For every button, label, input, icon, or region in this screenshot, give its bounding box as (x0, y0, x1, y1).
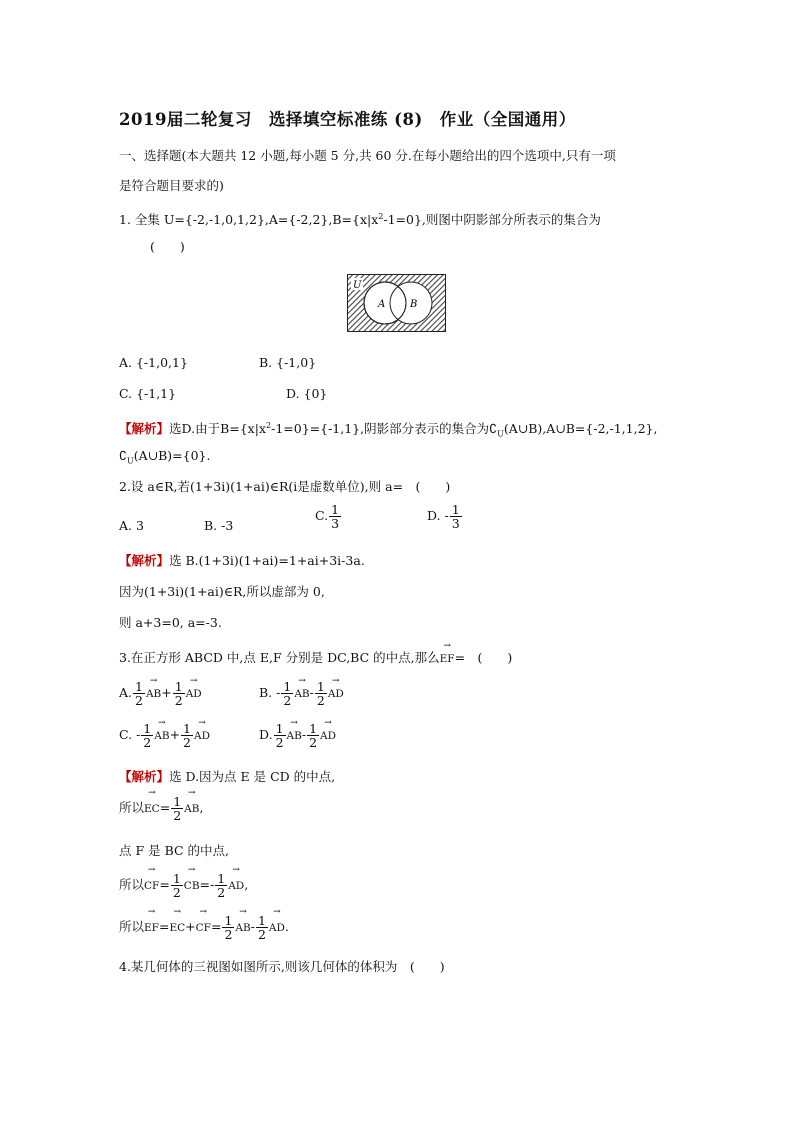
vector-ad: → AD (320, 718, 337, 742)
vector-ad: → AD (185, 676, 202, 700)
q2-option-a[interactable]: A. 3 (119, 518, 144, 533)
fraction: $\frac{1}{3}$ (451, 502, 460, 531)
vector-ec: → EC (144, 788, 160, 815)
vector-ad: → AD (228, 865, 245, 892)
vector-ab: → AB (286, 718, 302, 742)
q2-solution-line-3: 则 a+3=0, a=-3. (119, 615, 222, 630)
vector-ab: → AB (154, 718, 170, 742)
q3-solution-line-2: 所以 → EC= $\frac{1}{2}$ → AB, (119, 788, 204, 823)
fraction: $\frac{1}{2}$ (143, 721, 152, 750)
q4-stem: 4.某几何体的三视图如图所示,则该几何体的体积为 ( ) (119, 959, 445, 974)
q1-option-a[interactable]: A. {-1,0,1} (119, 355, 188, 370)
q3-option-d[interactable]: D. $\frac{1}{2}$ → AB- $\frac{1}{2}$ → AD (259, 718, 337, 750)
q2-solution-line-2: 因为(1+3i)(1+ai)∈R,所以虚部为 0, (119, 584, 325, 599)
q3-solution-line-5: 所以 → EF= → EC+ → CF= $\frac{1}{2}$ → AB- $\frac{1}{2}$ → AD. (119, 907, 289, 942)
fraction: $\frac{1}{2}$ (173, 794, 182, 823)
q2-option-c[interactable]: C. $\frac{1}{3}$ (315, 502, 340, 531)
q2-option-d[interactable]: D. - $\frac{1}{3}$ (427, 502, 460, 531)
vector-cb: → CB (183, 865, 200, 892)
fraction: $\frac{1}{2}$ (174, 679, 183, 708)
vector-ab: → AB (145, 676, 162, 700)
fraction: $\frac{1}{2}$ (283, 679, 292, 708)
vector-cf: → CF (144, 865, 160, 892)
fraction: $\frac{1}{2}$ (224, 913, 233, 942)
q1-option-b[interactable]: B. {-1,0} (259, 355, 317, 370)
fraction: $\frac{1}{2}$ (309, 721, 318, 750)
q1-answer-paren: ( ) (150, 239, 185, 254)
fraction: $\frac{1}{2}$ (183, 721, 191, 750)
fraction: $\frac{1}{2}$ (135, 679, 143, 708)
vector-cf: → CF (195, 907, 211, 934)
venn-diagram (347, 274, 447, 334)
vector-ad: → AD (268, 907, 285, 934)
fraction: $\frac{1}{2}$ (316, 679, 325, 708)
vector-ef: → EF (439, 641, 455, 665)
fraction: $\frac{1}{3}$ (331, 502, 340, 531)
fraction: $\frac{1}{2}$ (257, 913, 266, 942)
q3-option-b[interactable]: B. - $\frac{1}{2}$ → AB- $\frac{1}{2}$ → AD (259, 676, 344, 708)
vector-ab: → AB (235, 907, 251, 934)
q1-stem: 1. 全集 $U=\{-2,-1,0,1,2\},A=\{-2,2\},B=\{x|x^2-1=0\}$,则图中阴影部分所表示的集合为 (119, 212, 601, 228)
q2-solution-line-1: 【解析】选 B.(1+3i)(1+ai)=1+ai+3i-3a. (119, 553, 365, 568)
vector-ab: → AB (184, 788, 200, 815)
q1-option-c[interactable]: C. {-1,1} (119, 386, 177, 401)
vector-ab: → AB (294, 676, 310, 700)
fraction: $\frac{1}{2}$ (275, 721, 284, 750)
venn-label-a: A (378, 299, 386, 310)
solution-tag: 【解析】 (119, 769, 170, 784)
q3-solution-line-3: 点 F 是 BC 的中点, (119, 843, 230, 858)
fraction: $\frac{1}{2}$ (217, 871, 226, 900)
q3-stem: 3.在正方形 ABCD 中,点 E,F 分别是 DC,BC 的中点,那么 → EF= ( ) (119, 641, 513, 665)
q2-stem: 2.设 a∈R,若(1+3i)(1+ai)∈R(i是虚数单位),则 a= ( ) (119, 479, 451, 494)
page-title: 2019届二轮复习 选择填空标准练 (8) 作业（全国通用） (119, 110, 576, 129)
q1-solution-line-2: $∁_U(A\cup B)=\{0\}$. (119, 448, 211, 466)
section-instruction-line-1: 一、选择题(本大题共 12 小题,每小题 5 分,共 60 分.在每小题给出的四个选项中,只有一项 (119, 148, 616, 163)
vector-ec: → EC (169, 907, 186, 934)
q3-solution-line-4: 所以 → CF= $\frac{1}{2}$ → CB=- $\frac{1}{2}$ → AD, (119, 865, 249, 900)
q3-option-a[interactable]: A. $\frac{1}{2}$ → AB+ $\frac{1}{2}$ → AD (119, 676, 202, 708)
venn-label-u: U (353, 280, 362, 291)
vector-ad: → AD (194, 718, 211, 742)
section-instruction-line-2: 是符合题目要求的) (119, 178, 224, 193)
q3-solution-line-1: 【解析】选 D.因为点 E 是 CD 的中点, (119, 769, 336, 784)
fraction: $\frac{1}{2}$ (172, 871, 181, 900)
q2-option-b[interactable]: B. -3 (204, 518, 234, 533)
venn-label-b: B (410, 299, 418, 310)
solution-tag: 【解析】 (119, 553, 170, 568)
solution-tag: 【解析】 (119, 421, 170, 437)
q1-solution-line-1: 【解析】选D.由于$B=\{x|x^2-1=0\}=\{-1,1\}$,阴影部分表示的集合为$∁_U(A\cup B),A\cup B=\{-2,-1,1,2\}$, (119, 421, 658, 439)
vector-ef: → EF (144, 907, 159, 934)
q3-option-c[interactable]: C. - $\frac{1}{2}$ → AB+ $\frac{1}{2}$ → AD (119, 718, 211, 750)
q1-option-d[interactable]: D. {0} (286, 386, 328, 401)
vector-ad: → AD (327, 676, 344, 700)
